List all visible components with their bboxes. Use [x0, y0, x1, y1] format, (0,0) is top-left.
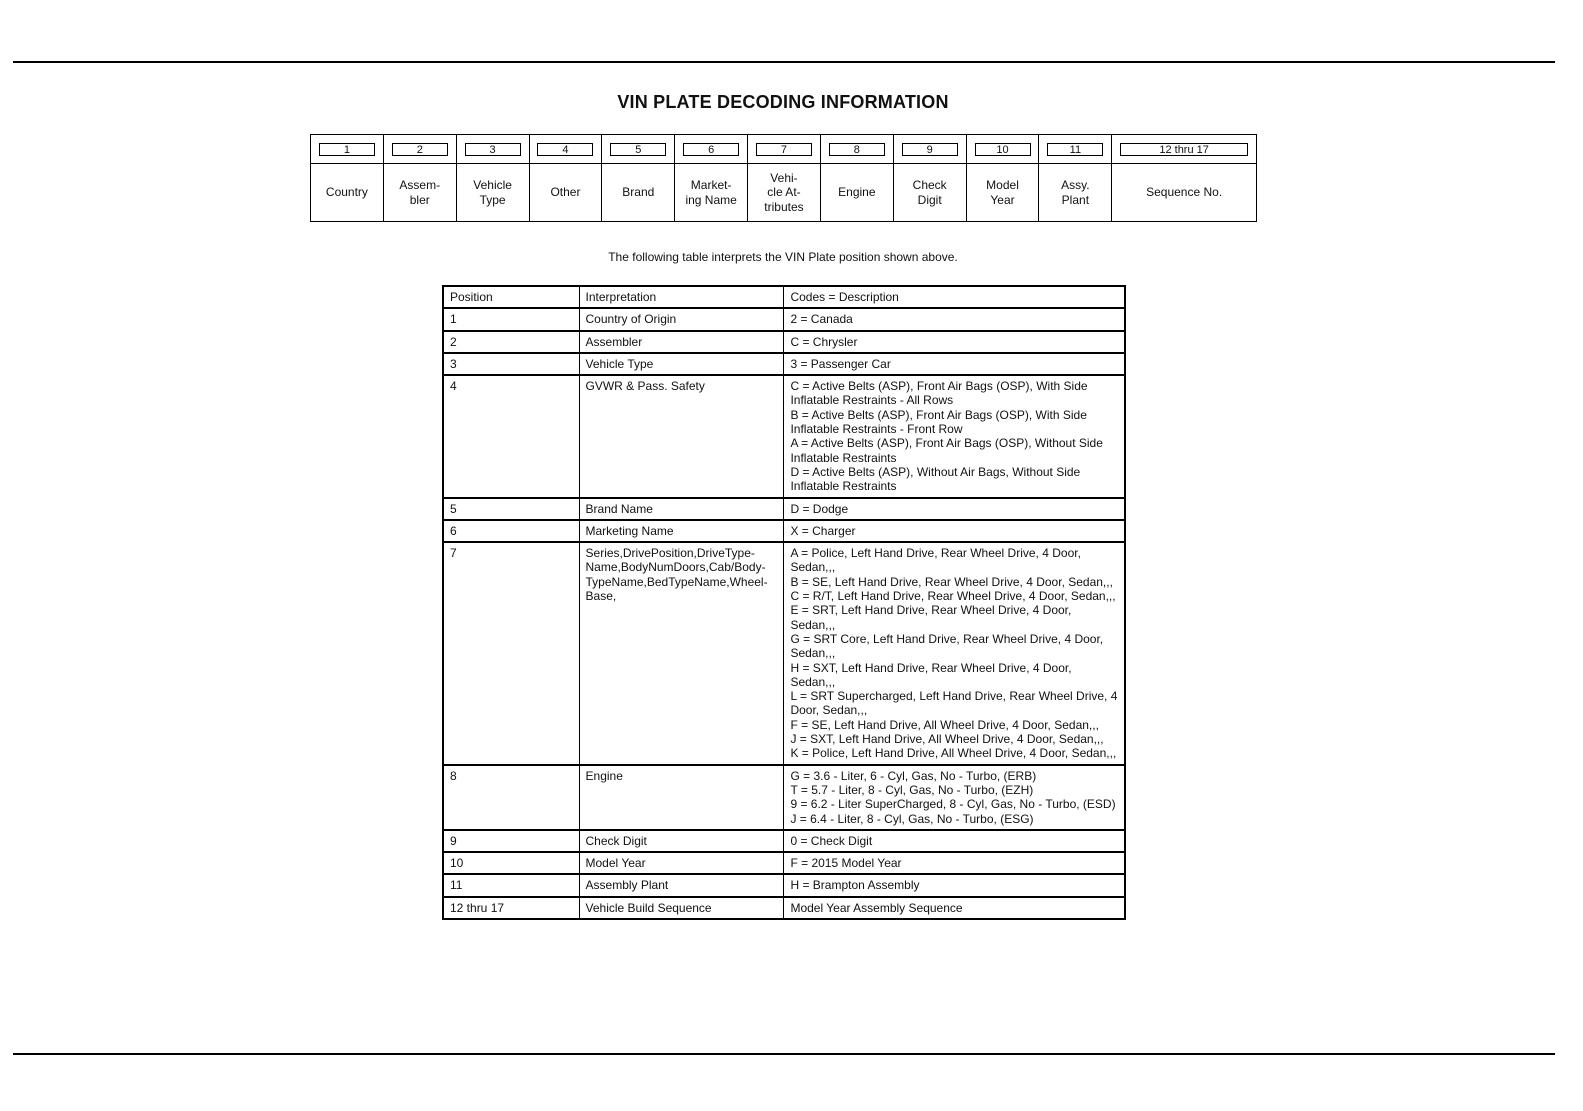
cell-interpretation: Vehicle Build Sequence: [579, 897, 784, 919]
vin-position-number: 1: [319, 143, 375, 156]
vin-position-number: 10: [975, 143, 1031, 156]
cell-position: 10: [443, 852, 579, 874]
cell-interpretation: Brand Name: [579, 498, 784, 520]
cell-interpretation: Vehicle Type: [579, 353, 784, 375]
vin-position-number-row: [675, 135, 747, 164]
table-row: [443, 852, 1125, 874]
table-row: [443, 331, 1125, 353]
vin-position-diagram: [310, 134, 1257, 222]
vin-position-number: 9: [902, 143, 958, 156]
vin-position-number-row: [602, 135, 674, 164]
cell-interpretation: Check Digit: [579, 830, 784, 852]
cell-position: 5: [443, 498, 579, 520]
vin-position-label: Assem- bler: [399, 178, 441, 207]
vin-position-number: 5: [610, 143, 666, 156]
vin-position-number: 12 thru 17: [1120, 143, 1248, 156]
vin-position-col: [894, 135, 967, 221]
vin-position-col: [748, 135, 821, 221]
table-header-row: [443, 286, 1125, 308]
vin-position-col: [602, 135, 675, 221]
cell-codes: X = Charger: [784, 520, 1125, 542]
cell-interpretation: Series,DrivePosition,DriveType-Name,BodyNumDoors,Cab/Body-TypeName,BedTypeName,Wheel-Base,: [579, 542, 784, 764]
cell-interpretation: Engine: [579, 765, 784, 830]
cell-codes: C = Chrysler: [784, 331, 1125, 353]
table-row: [443, 520, 1125, 542]
vin-position-col: [1112, 135, 1256, 221]
cell-interpretation: Country of Origin: [579, 308, 784, 330]
vin-position-col: [384, 135, 457, 221]
vin-position-label: Sequence No.: [1146, 185, 1223, 200]
vin-position-number-row: [967, 135, 1039, 164]
vin-position-number: 7: [756, 143, 812, 156]
cell-position: 2: [443, 331, 579, 353]
cell-interpretation: Assembly Plant: [579, 874, 784, 896]
vin-position-number-row: [894, 135, 966, 164]
table-row: [443, 765, 1125, 830]
vin-position-number: 4: [537, 143, 593, 156]
vin-position-number-row: [311, 135, 383, 164]
top-rule: [13, 61, 1555, 63]
cell-position: 3: [443, 353, 579, 375]
cell-codes: 2 = Canada: [784, 308, 1125, 330]
table-row: [443, 830, 1125, 852]
cell-position: 7: [443, 542, 579, 764]
vin-position-label: Other: [550, 185, 581, 200]
vin-position-label: Country: [325, 185, 368, 200]
vin-position-number: 11: [1047, 143, 1103, 156]
cell-codes: D = Dodge: [784, 498, 1125, 520]
header-position: Position: [443, 286, 579, 308]
cell-codes: H = Brampton Assembly: [784, 874, 1125, 896]
vin-position-number-row: [748, 135, 820, 164]
table-row: [443, 874, 1125, 896]
vin-position-label: Market- ing Name: [685, 178, 737, 207]
vin-position-number-row: [384, 135, 456, 164]
vin-position-label: Vehicle Type: [473, 178, 512, 207]
vin-position-col: [675, 135, 748, 221]
vin-position-number-row: [1039, 135, 1111, 164]
cell-interpretation: Marketing Name: [579, 520, 784, 542]
cell-position: 12 thru 17: [443, 897, 579, 919]
vin-position-col: [457, 135, 530, 221]
vin-position-number: 8: [829, 143, 885, 156]
vin-position-number-row: [530, 135, 602, 164]
vin-position-label: Vehi- cle At- tributes: [764, 170, 804, 214]
vin-position-number-row: [457, 135, 529, 164]
header-codes: Codes = Description: [784, 286, 1125, 308]
cell-position: 4: [443, 375, 579, 497]
cell-interpretation: Model Year: [579, 852, 784, 874]
cell-position: 11: [443, 874, 579, 896]
vin-position-label: Check Digit: [912, 178, 947, 207]
cell-interpretation: Assembler: [579, 331, 784, 353]
cell-position: 6: [443, 520, 579, 542]
cell-codes: 0 = Check Digit: [784, 830, 1125, 852]
vin-position-number: 6: [683, 143, 739, 156]
cell-codes: C = Active Belts (ASP), Front Air Bags (OSP), With Side Inflatable Restraints - All Rows B = Active Belts (ASP), Front Air Bags (OSP), With Side Inflatable Restraints - Front Row A = Active Belts (ASP), Front Air Bags (OSP), Without Side Inflatable Restraints D = Active Belts (ASP), Without Air Bags, Without Side Inflatable Restraints: [784, 375, 1125, 497]
vin-position-label: Model Year: [986, 178, 1019, 207]
header-interpretation: Interpretation: [579, 286, 784, 308]
vin-position-number: 3: [465, 143, 521, 156]
vin-position-col: [530, 135, 603, 221]
cell-codes: A = Police, Left Hand Drive, Rear Wheel Drive, 4 Door, Sedan,,, B = SE, Left Hand Drive, Rear Wheel Drive, 4 Door, Sedan,,, C = R/T, Left Hand Drive, Rear Wheel Drive, 4 Door, Sedan,,, E = SRT, Left Hand Drive, Rear Wheel Drive, 4 Door, Sedan,,, G = SRT Core, Left Hand Drive, Rear Wheel Drive, 4 Door, Sedan,,, H = SXT, Left Hand Drive, Rear Wheel Drive, 4 Door, Sedan,,, L = SRT Supercharged, Left Hand Drive, Rear Wheel Drive, 4 Door, Sedan,,, F = SE, Left Hand Drive, All Wheel Drive, 4 Door, Sedan,,, J = SXT, Left Hand Drive, All Wheel Drive, 4 Door, Sedan,,, K = Police, Left Hand Drive, All Wheel Drive, 4 Door, Sedan,,,: [784, 542, 1125, 764]
vin-decode-table: [442, 285, 1126, 920]
vin-position-number-row: [821, 135, 893, 164]
bottom-rule: [13, 1053, 1555, 1055]
table-row: [443, 308, 1125, 330]
table-row: [443, 353, 1125, 375]
vin-position-label: Brand: [622, 185, 655, 200]
vin-position-label: Engine: [838, 185, 876, 200]
cell-codes: F = 2015 Model Year: [784, 852, 1125, 874]
vin-position-label: Assy. Plant: [1061, 178, 1090, 207]
vin-position-col: [967, 135, 1040, 221]
cell-interpretation: GVWR & Pass. Safety: [579, 375, 784, 497]
cell-codes: Model Year Assembly Sequence: [784, 897, 1125, 919]
table-row: [443, 897, 1125, 919]
vin-position-col: [1039, 135, 1112, 221]
vin-position-number-row: [1112, 135, 1256, 164]
table-row: [443, 375, 1125, 497]
intro-text: The following table interprets the VIN Plate position shown above.: [608, 250, 958, 264]
cell-codes: 3 = Passenger Car: [784, 353, 1125, 375]
page-title: VIN PLATE DECODING INFORMATION: [617, 92, 949, 112]
cell-position: 1: [443, 308, 579, 330]
vin-position-number: 2: [392, 143, 448, 156]
table-row: [443, 498, 1125, 520]
table-row: [443, 542, 1125, 764]
vin-position-col: [311, 135, 384, 221]
vin-position-col: [821, 135, 894, 221]
cell-position: 8: [443, 765, 579, 830]
cell-position: 9: [443, 830, 579, 852]
cell-codes: G = 3.6 - Liter, 6 - Cyl, Gas, No - Turbo, (ERB) T = 5.7 - Liter, 8 - Cyl, Gas, No - Turbo, (EZH) 9 = 6.2 - Liter SuperCharged, 8 - Cyl, Gas, No - Turbo, (ESD) J = 6.4 - Liter, 8 - Cyl, Gas, No - Turbo, (ESG): [784, 765, 1125, 830]
